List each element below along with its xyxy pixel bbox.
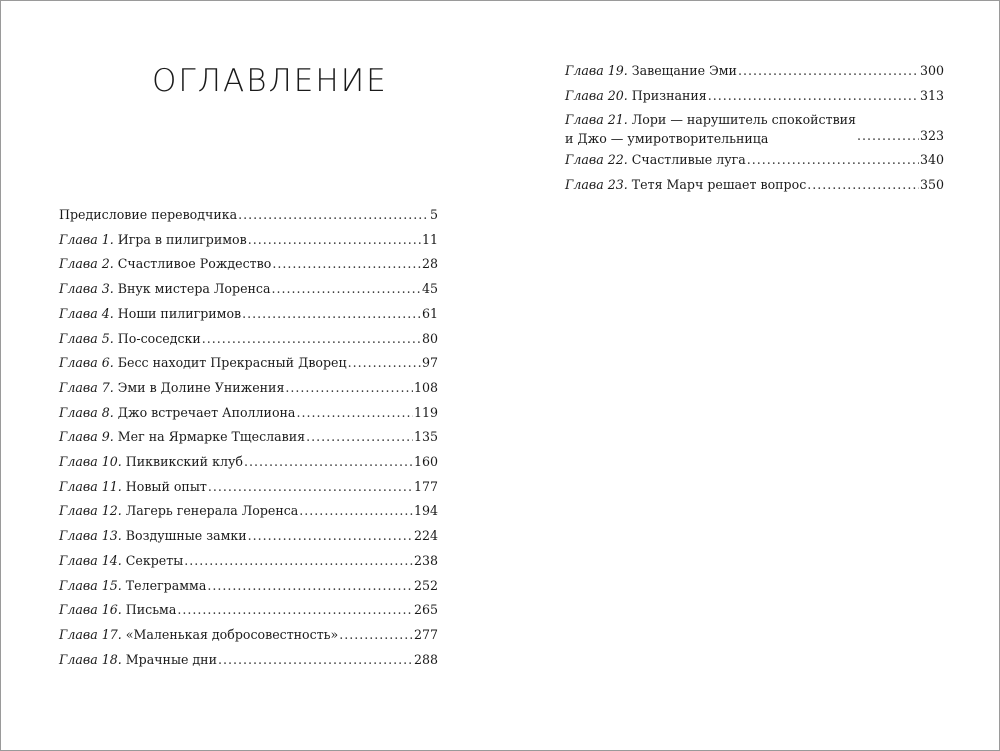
entry-page-number: 5 (429, 207, 438, 222)
dot-leader (299, 499, 413, 524)
entry-page-number: 97 (421, 355, 438, 371)
chapter-title: По-соседски (117, 330, 201, 346)
dot-leader (244, 450, 413, 475)
chapter-number: Глава 16. (59, 602, 122, 618)
chapter-number: Глава 20. (565, 87, 628, 103)
chapter-number: Глава 1. (59, 231, 114, 247)
toc-entry-chapter[interactable] (59, 574, 438, 599)
entry-page-number: 300 (919, 63, 944, 78)
toc-entry-chapter[interactable] (59, 524, 438, 549)
chapter-number: Глава 6. (59, 355, 114, 371)
dot-leader (207, 574, 413, 599)
entry-page-number: 265 (413, 602, 438, 618)
chapter-number: Глава 3. (59, 281, 114, 297)
toc-entry-chapter[interactable] (59, 450, 438, 475)
dot-leader (177, 598, 413, 623)
chapter-title: Внук мистера Лоренса (117, 281, 271, 297)
toc-entry-chapter[interactable] (565, 84, 944, 109)
entry-title (565, 173, 806, 198)
toc-entry-chapter[interactable] (59, 327, 438, 352)
chapter-number: Глава 22. (565, 152, 628, 168)
entry-page-number: 277 (413, 626, 438, 642)
dot-leader (807, 173, 919, 198)
toc-left-column (59, 203, 438, 672)
entry-page-number: 238 (413, 552, 438, 568)
entry-title (565, 84, 707, 109)
dot-leader (238, 203, 429, 228)
toc-entry-chapter[interactable] (59, 302, 438, 327)
toc-entry-chapter[interactable] (59, 499, 438, 524)
entry-page-number: 252 (413, 577, 438, 593)
entry-title (59, 450, 243, 475)
entry-title (59, 228, 247, 253)
entry-page-number: 108 (413, 379, 438, 395)
toc-entry-chapter[interactable] (59, 598, 438, 623)
toc-entry-chapter[interactable] (59, 648, 438, 673)
chapter-number: Глава 23. (565, 177, 628, 193)
chapter-title: Признания (631, 87, 707, 103)
entry-title (59, 549, 183, 574)
toc-entry-chapter[interactable] (59, 549, 438, 574)
dot-leader (339, 623, 413, 648)
dot-leader (348, 351, 421, 376)
entry-title (59, 376, 284, 401)
entry-title (565, 59, 737, 84)
chapter-number: Глава 12. (59, 503, 122, 519)
chapter-title: Эми в Долине Унижения (117, 379, 285, 395)
toc-entry-chapter[interactable] (59, 252, 438, 277)
chapter-number: Глава 4. (59, 305, 114, 321)
toc-entry-chapter[interactable] (59, 351, 438, 376)
entry-title (59, 277, 270, 302)
dot-leader (202, 327, 421, 352)
dot-leader (747, 148, 919, 173)
chapter-title: Лори — нарушитель спокойствия (631, 112, 856, 128)
chapter-number: Глава 10. (59, 454, 122, 470)
dot-leader (218, 648, 413, 673)
chapter-title: Мрачные дни (125, 651, 217, 667)
chapter-title: Ноши пилигримов (117, 305, 242, 321)
chapter-title: Счастливое Рождество (117, 256, 272, 272)
dot-leader (708, 84, 919, 109)
toc-entry-chapter[interactable] (565, 108, 944, 148)
entry-page-number: 61 (421, 305, 438, 321)
dot-leader (857, 124, 919, 149)
entry-title (59, 499, 298, 524)
entry-title (59, 425, 305, 450)
entry-page-number: 45 (421, 281, 438, 297)
dot-leader (271, 277, 420, 302)
dot-leader (208, 475, 413, 500)
entry-page-number: 80 (421, 330, 438, 346)
entry-page-number: 313 (919, 87, 944, 103)
chapter-title: Телеграмма (125, 577, 207, 593)
entry-page-number: 224 (413, 528, 438, 544)
entry-page-number: 340 (919, 152, 944, 168)
dot-leader (296, 401, 413, 426)
toc-entry-preface[interactable] (59, 203, 438, 228)
chapter-number: Глава 21. (565, 112, 628, 128)
dot-leader (184, 549, 413, 574)
chapter-title: Счастливые луга (631, 152, 746, 168)
dot-leader (272, 252, 421, 277)
toc-right-column (565, 59, 944, 198)
chapter-title: Джо встречает Аполлиона (117, 404, 296, 420)
chapter-title: Бесс находит Прекрасный Дворец (117, 355, 347, 371)
toc-entry-chapter[interactable] (59, 623, 438, 648)
entry-title (59, 623, 338, 648)
chapter-number: Глава 5. (59, 330, 114, 346)
entry-page-number: 288 (413, 651, 438, 667)
toc-entry-chapter[interactable] (59, 376, 438, 401)
entry-page-number: 119 (413, 404, 438, 420)
chapter-title: Завещание Эми (631, 63, 737, 78)
entry-page-number: 11 (421, 231, 438, 247)
entry-title (59, 401, 295, 426)
entry-title: Предисловие переводчика (59, 207, 238, 222)
entry-title (59, 252, 271, 277)
entry-title (59, 351, 347, 376)
entry-title (565, 148, 746, 173)
chapter-title: Мег на Ярмарке Тщеславия (117, 429, 306, 445)
chapter-title: Новый опыт (125, 478, 207, 494)
chapter-number: Глава 17. (59, 626, 122, 642)
toc-entry-chapter[interactable] (59, 277, 438, 302)
chapter-title: Тетя Марч решает вопрос (631, 177, 807, 193)
entry-title (565, 108, 856, 148)
toc-entry-chapter[interactable] (59, 475, 438, 500)
toc-entry-chapter[interactable] (565, 173, 944, 198)
chapter-title-line2: и Джо — умиротворительница (565, 131, 769, 147)
page-title: ОГЛАВЛЕНИЕ (152, 63, 388, 99)
entry-title (59, 598, 176, 623)
dot-leader (248, 524, 413, 549)
chapter-title: «Маленькая добросовестность» (125, 626, 339, 642)
chapter-title: Пиквикский клуб (125, 454, 243, 470)
dot-leader (285, 376, 413, 401)
chapter-number: Глава 19. (565, 63, 628, 78)
entry-page-number: 160 (413, 454, 438, 470)
entry-title (59, 574, 206, 599)
entry-page-number: 323 (919, 127, 944, 143)
chapter-number: Глава 14. (59, 552, 122, 568)
entry-page-number: 135 (413, 429, 438, 445)
entry-title (59, 524, 247, 549)
entry-page-number: 177 (413, 478, 438, 494)
toc-entry-chapter[interactable] (59, 228, 438, 253)
chapter-number: Глава 11. (59, 478, 122, 494)
chapter-title: Письма (125, 602, 177, 618)
entry-page-number: 28 (421, 256, 438, 272)
entry-title (59, 327, 201, 352)
chapter-number: Глава 9. (59, 429, 114, 445)
chapter-number: Глава 7. (59, 379, 114, 395)
dot-leader (738, 59, 919, 84)
chapter-title: Лагерь генерала Лоренса (125, 503, 299, 519)
toc-entry-chapter[interactable] (565, 59, 944, 84)
chapter-number: Глава 13. (59, 528, 122, 544)
chapter-number: Глава 15. (59, 577, 122, 593)
chapter-title: Секреты (125, 552, 184, 568)
toc-entry-chapter[interactable] (59, 401, 438, 426)
chapter-number: Глава 18. (59, 651, 122, 667)
dot-leader (306, 425, 413, 450)
entry-page-number: 350 (919, 177, 944, 193)
chapter-number: Глава 8. (59, 404, 114, 420)
chapter-title: Игра в пилигримов (117, 231, 247, 247)
dot-leader (248, 228, 421, 253)
dot-leader (242, 302, 421, 327)
entry-title (59, 475, 207, 500)
entry-title (59, 648, 217, 673)
chapter-number: Глава 2. (59, 256, 114, 272)
toc-entry-chapter[interactable] (59, 425, 438, 450)
chapter-title: Воздушные замки (125, 528, 247, 544)
entry-page-number: 194 (413, 503, 438, 519)
entry-title (59, 302, 241, 327)
toc-entry-chapter[interactable] (565, 148, 944, 173)
